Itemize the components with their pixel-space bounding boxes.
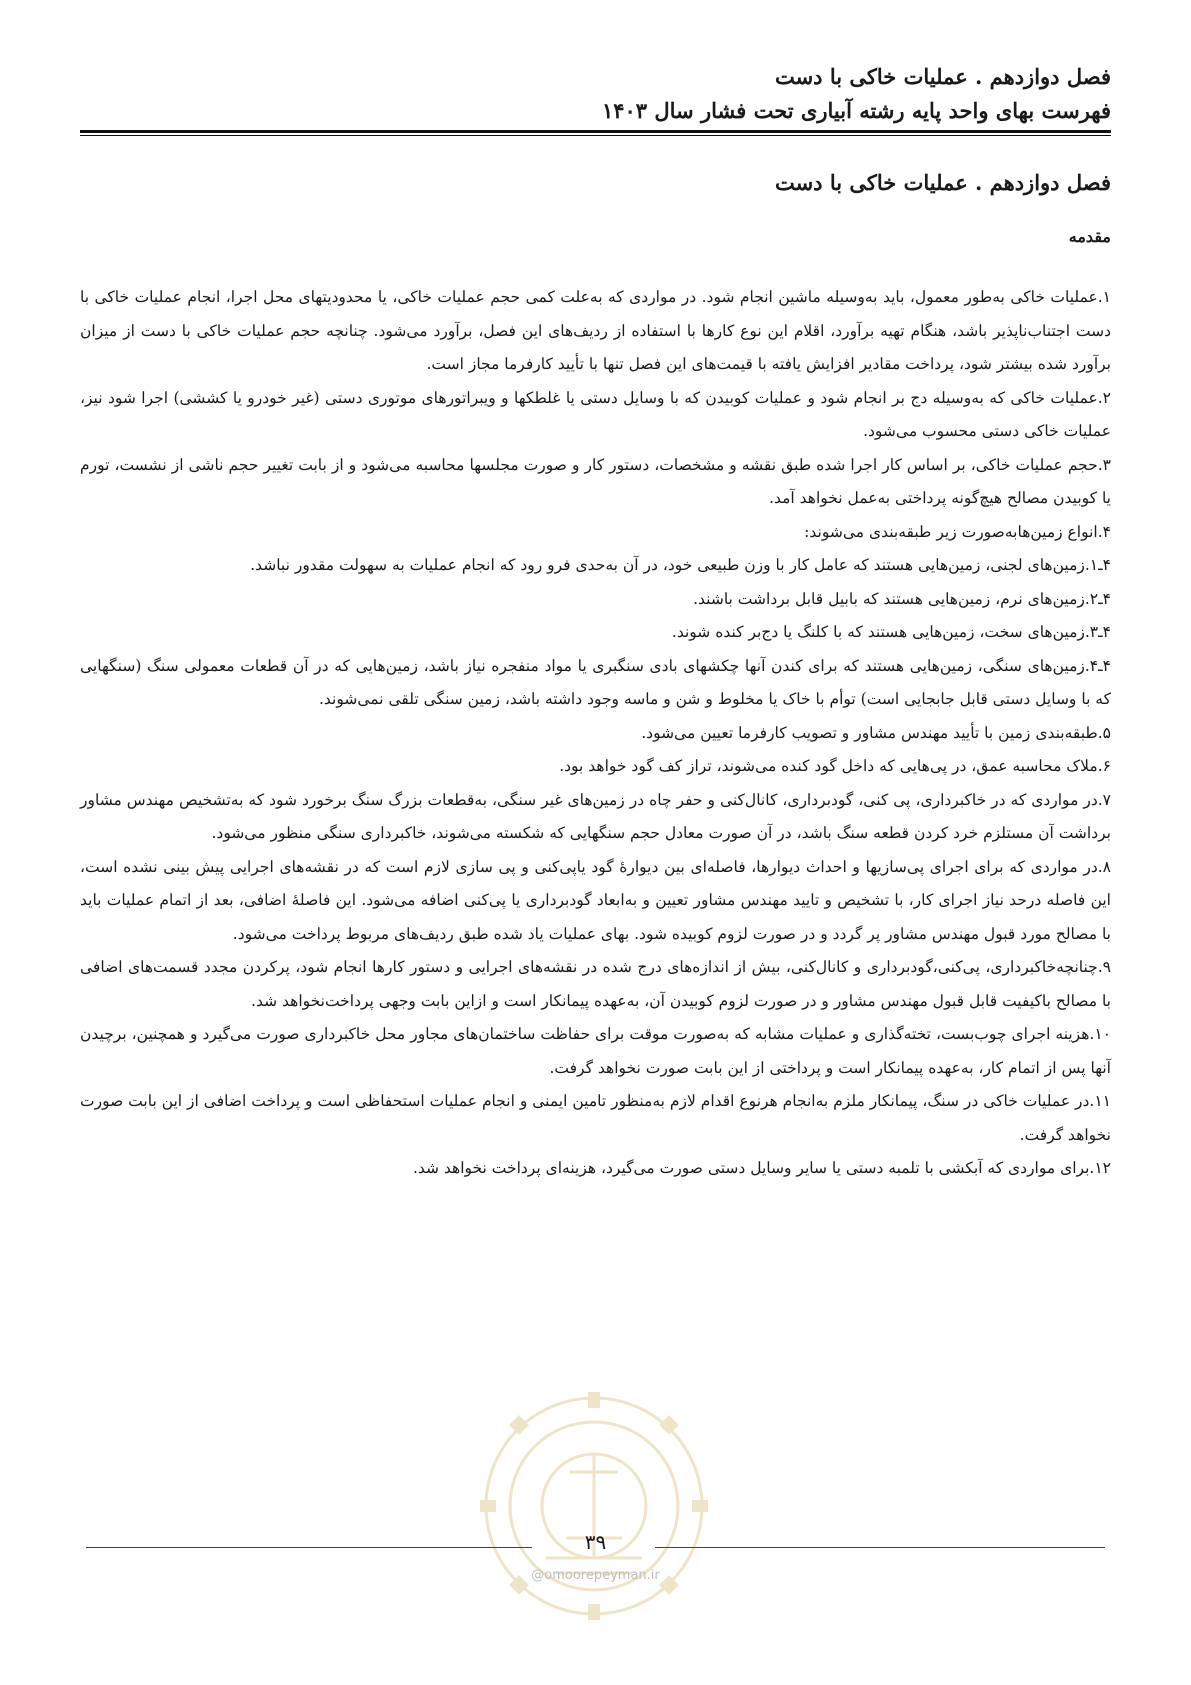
body-text (80, 281, 1111, 1186)
paragraph-4-3: ۴ـ۳.زمین‌های سخت، زمین‌هایی هستند که با کلنگ یا دج‌بر کنده شوند. (671, 623, 1111, 641)
paragraph-12: ۱۲.برای مواردی که آبکشی با تلمبه دستی یا سایر وسایل دستی صورت می‌گیرد، هزینه‌ای پرداخت نخواهد شد. (412, 1159, 1111, 1177)
paragraph-4: ۴.انواع زمین‌هابه‌صورت زیر طبقه‌بندی می‌شوند: (804, 522, 1111, 541)
page-number: ۳۹ (584, 1530, 607, 1554)
chapter-title: فصل دوازدهم . عملیات خاکی با دست (774, 170, 1111, 195)
header-rule-thin (80, 135, 1111, 136)
intro-heading: مقدمه (1068, 227, 1111, 246)
header-chapter-title: فصل دوازدهم . عملیات خاکی با دست (774, 64, 1111, 89)
running-header (80, 60, 1111, 128)
paragraph-9: ۹.چنانچه‌خاکبرداری، پی‌کنی،گودبرداری و کانال‌کنی، بیش از اندازه‌های درج شده در نقشه‌های اجرایی و دستور کارها انجام شود، پرکردن مجدد قسمت‌های اضافی با مصالح باکیفیت قابل قبول مهندس مشاور و در صورت لزوم کوبیدن آن، به‌عهده پیمانکار است و ازاین بابت وجهی پرداخت‌نخواهد شد. (80, 958, 1111, 1010)
paragraph-10: ۱۰.هزینه اجرای چوب‌بست، تخته‌گذاری و عملیات مشابه که به‌صورت موقت برای حفاظت ساختمان‌های مجاور محل خاکبرداری صورت می‌گیرد و همچنین، برچیدن آنها پس از اتمام کار، به‌عهده پیمانکار است و پرداختی از این بابت صورت نخواهد گرفت. (80, 1025, 1111, 1077)
paragraph-11: ۱۱.در عملیات خاکی در سنگ، پیمانکار ملزم به‌انجام هرنوع اقدام لازم به‌منظور تامین ایمنی و انجام عملیات استحفاظی است و پرداخت اضافی از این بابت صورت نخواهد گرفت. (80, 1092, 1111, 1144)
paragraph-7: ۷.در مواردی که در خاکبرداری، پی کنی، گودبرداری، کانال‌کنی و حفر چاه در زمین‌های غیر سنگی، به‌قطعات بزرگ سنگ برخورد شود که به‌تشخیص مهندس مشاور برداشت آن مستلزم خرد کردن قطعه سنگ باشد، در آن صورت معادل حجم سنگهایی که شکسته می‌شوند، خاکبرداری سنگی منظور می‌شود. (80, 790, 1111, 842)
paragraph-4-1: ۴ـ۱.زمین‌های لجنی، زمین‌هایی هستند که عامل کار با وزن طبیعی خود، در آن به‌حدی فرو رود که انجام عملیات به سهولت مقدور نباشد. (250, 556, 1111, 574)
paragraph-3: ۳.حجم عملیات خاکی، بر اساس کار اجرا شده طبق نقشه و مشخصات، دستور کار و صورت مجلسها محاسبه می‌شود و از بابت تغییر حجم ناشی از نشست، تورم یا کوبیدن مصالح هیچ‌گونه پرداختی به‌عمل نخواهد آمد. (80, 455, 1111, 507)
paragraph-5: ۵.طبقه‌بندی زمین با تأیید مهندس مشاور و تصویب کارفرما تعیین می‌شود. (641, 723, 1111, 742)
footer-site-watermark: @omoorepeyman.ir (531, 1568, 660, 1583)
paragraph-4-4: ۴ـ۴.زمین‌های سنگی، زمین‌هایی هستند که برای کندن آنها چکشهای بادی سنگبری یا مواد منفجره نیاز باشد، زمین‌هایی که در آن قطعات معمولی سنگ (سنگهایی که با وسایل دستی قابل جابجایی است) توأم با خاک یا مخلوط و شن و ماسه وجود داشته باشد، زمین سنگی تلقی نمی‌شوند. (80, 656, 1111, 708)
paragraph-6: ۶.ملاک محاسبه عمق، در پی‌هایی که داخل گود کنده می‌شوند، تراز کف گود خواهد بود. (559, 757, 1111, 775)
paragraph-1: ۱.عملیات خاکی به‌طور معمول، باید به‌وسیله ماشین انجام شود. در مواردی که به‌علت کمی حجم عملیات خاکی، یا محدودیتهای محل اجرا، انجام عملیات خاکی با دست اجتناب‌ناپذیر باشد، هنگام تهیه برآورد، اقلام این نوع کارها با استفاده از ردیف‌های این فصل، برآورد می‌شود. چنانچه حجم عملیات خاکی با دست از میزان برآورد شده بیشتر شود، پرداخت مقادیر افزایش یافته با قیمت‌های این فصل تنها با تأیید کارفرما مجاز است. (80, 288, 1111, 373)
paragraph-4-2: ۴ـ۲.زمین‌های نرم، زمین‌هایی هستند که بابیل قابل برداشت باشند. (693, 589, 1111, 608)
watermark-seal-icon (476, 1388, 712, 1624)
paragraph-2: ۲.عملیات خاکی که به‌وسیله دج بر انجام شود و عملیات کوبیدن که با وسایل دستی یا غلطکها و ویبراتورهای موتوری دستی (غیر خودرو یا کششی) اجرا شود نیز، عملیات خاکی دستی محسوب می‌شود. (80, 388, 1111, 440)
paragraph-8: ۸.در مواردی که برای اجرای پی‌سازیها و احداث دیوارها، فاصله‌ای بین دیوارهٔ گود یاپی‌کنی و پی سازی لازم است که در نقشه‌های اجرایی پیش بینی نشده است، این فاصله درحد نیاز اجرای کار، با تشخیص و تایید مهندس مشاور تعیین و به‌ابعاد گودبرداری یا پی‌کنی اضافه می‌شود. این فاصلهٔ اضافی، بعد از اتمام عملیات باید با مصالح مورد قبول مهندس مشاور پر گردد و در صورت لزوم کوبیده شود. بهای عملیات یاد شده طبق ردیف‌های مربوط پرداخت می‌شود. (80, 857, 1111, 943)
header-rule-thick (80, 130, 1111, 133)
header-document-title: فهرست بهای واحد پایه رشته آبیاری تحت فشار سال ۱۴۰۳ (601, 98, 1111, 123)
